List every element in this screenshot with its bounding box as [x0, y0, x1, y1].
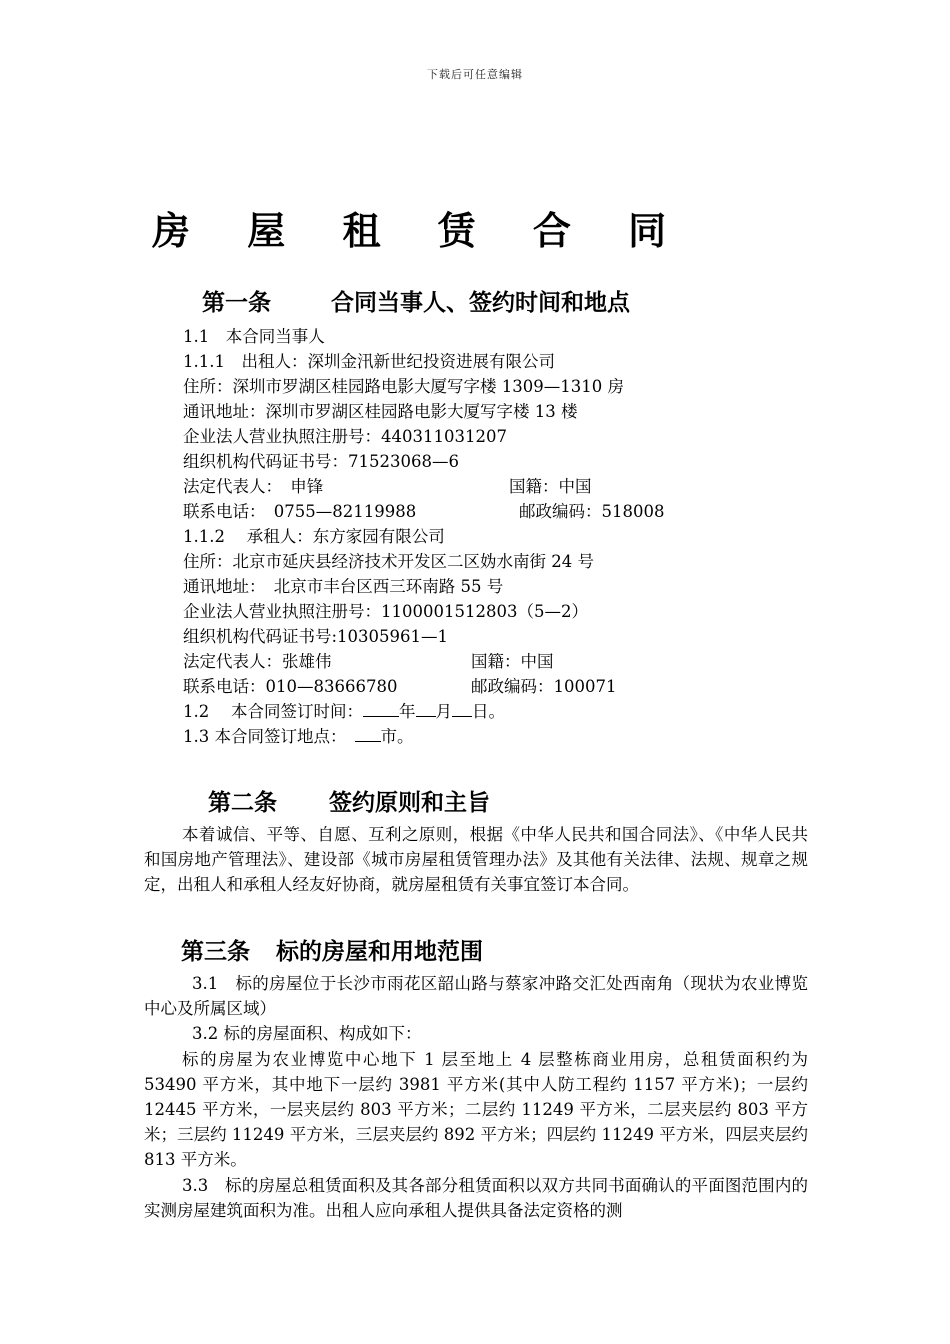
- clause-3-2: 3.2 标的房屋面积、构成如下：: [192, 1024, 422, 1044]
- article1-line-13: 组织机构代码证书号:10305961—1: [183, 627, 449, 646]
- article1-line-2: 1.1.1 出租人：深圳金汛新世纪投资进展有限公司: [183, 352, 555, 371]
- article1-line-5: 企业法人营业执照注册号：440311031207: [183, 427, 507, 446]
- article1-heading: [202, 284, 630, 317]
- article2-heading: [208, 784, 490, 817]
- page-header: 下载后可任意编辑: [427, 68, 523, 81]
- clause-3-1: 3.1 标的房屋位于长沙市雨花区韶山路与蔡家冲路交汇处西南角（现状为农业博览中心及所属区域）: [144, 974, 808, 1019]
- article3-title: 标的房屋和用地范围: [276, 939, 483, 965]
- article2-body: 本着诚信、平等、自愿、互利之原则，根据《中华人民共和国合同法》、《中华人民共和国房地产管理法》、建设部《城市房屋租赁管理办法》及其他有关法律、法规、规章之规定，出租人和承租人经友好协商，就房屋租赁有关事宜签订本合同。: [144, 825, 808, 895]
- lessor-postcode: 邮政编码：518008: [519, 502, 665, 521]
- article3-heading: [181, 933, 483, 966]
- article1-title: 合同当事人、签约时间和地点: [331, 290, 630, 316]
- article2-number: 第二条: [208, 790, 277, 816]
- article1-line-8: [183, 499, 783, 524]
- article1-line-14: [183, 649, 783, 674]
- article1-line-7: [183, 474, 783, 499]
- article1-line-12: 企业法人营业执照注册号：1100001512803（5—2）: [183, 602, 588, 621]
- article1-line-11: 通讯地址： 北京市丰台区西三环南路 55 号: [183, 577, 504, 596]
- article1-line-15: [183, 674, 783, 699]
- lessor-phone: 联系电话： 0755—82119988: [183, 502, 417, 521]
- article1-line-4: 通讯地址：深圳市罗湖区桂园路电影大厦写字楼 13 楼: [183, 402, 578, 421]
- month-blank: [416, 700, 436, 717]
- lessor-nationality: 国籍：中国: [509, 477, 592, 496]
- article1-line-9: 1.1.2 承租人：东方家园有限公司: [183, 527, 445, 546]
- lessee-postcode: 邮政编码：100071: [471, 677, 617, 696]
- day-blank: [452, 700, 472, 717]
- article3-number: 第三条: [181, 939, 250, 965]
- clause-3-2-detail: 标的房屋为农业博览中心地下 1 层至地上 4 层整栋商业用房，总租赁面积约为 53490 平方米，其中地下一层约 3981 平方米(其中人防工程约 1157 平方米)；一层约 12445 平方米，一层夹层约 803 平方米；二层约 11249 平方米，二层夹层约 803 平方米；三层约 11249 平方米，三层夹层约 892 平方米；四层约 11249 平方米，四层夹层约 813 平方米。: [144, 1049, 808, 1170]
- article3-body: [144, 971, 808, 1223]
- article1-line-1: 1.1 本合同当事人: [183, 327, 325, 346]
- clause-3-3: 3.3 标的房屋总租赁面积及其各部分租赁面积以双方共同书面确认的平面图范围内的实测房屋建筑面积为准。出租人应向承租人提供具备法定资格的测: [144, 1175, 808, 1220]
- document-title: 房 屋 租 赁 合 同: [152, 209, 689, 253]
- article1-number: 第一条: [202, 290, 271, 316]
- article1-line-3: 住所：深圳市罗湖区桂园路电影大厦写字楼 1309—1310 房: [183, 377, 624, 396]
- article1-line-16: 1.2 本合同签订时间： 年 月 日。: [183, 702, 505, 721]
- article1-line-6: 组织机构代码证书号：71523068—6: [183, 452, 459, 471]
- article1-line-10: 住所：北京市延庆县经济技术开发区二区妫水南街 24 号: [183, 552, 594, 571]
- lessee-phone: 联系电话：010—83666780: [183, 677, 398, 696]
- lessee-representative: 法定代表人：张雄伟: [183, 652, 332, 671]
- article1-line-17: 1.3 本合同签订地点： 市。: [183, 727, 414, 746]
- year-blank: [363, 700, 399, 717]
- article2-title: 签约原则和主旨: [329, 790, 490, 816]
- lessor-representative: 法定代表人： 申锋: [183, 477, 324, 496]
- lessee-nationality: 国籍：中国: [471, 652, 554, 671]
- city-blank: [355, 725, 381, 742]
